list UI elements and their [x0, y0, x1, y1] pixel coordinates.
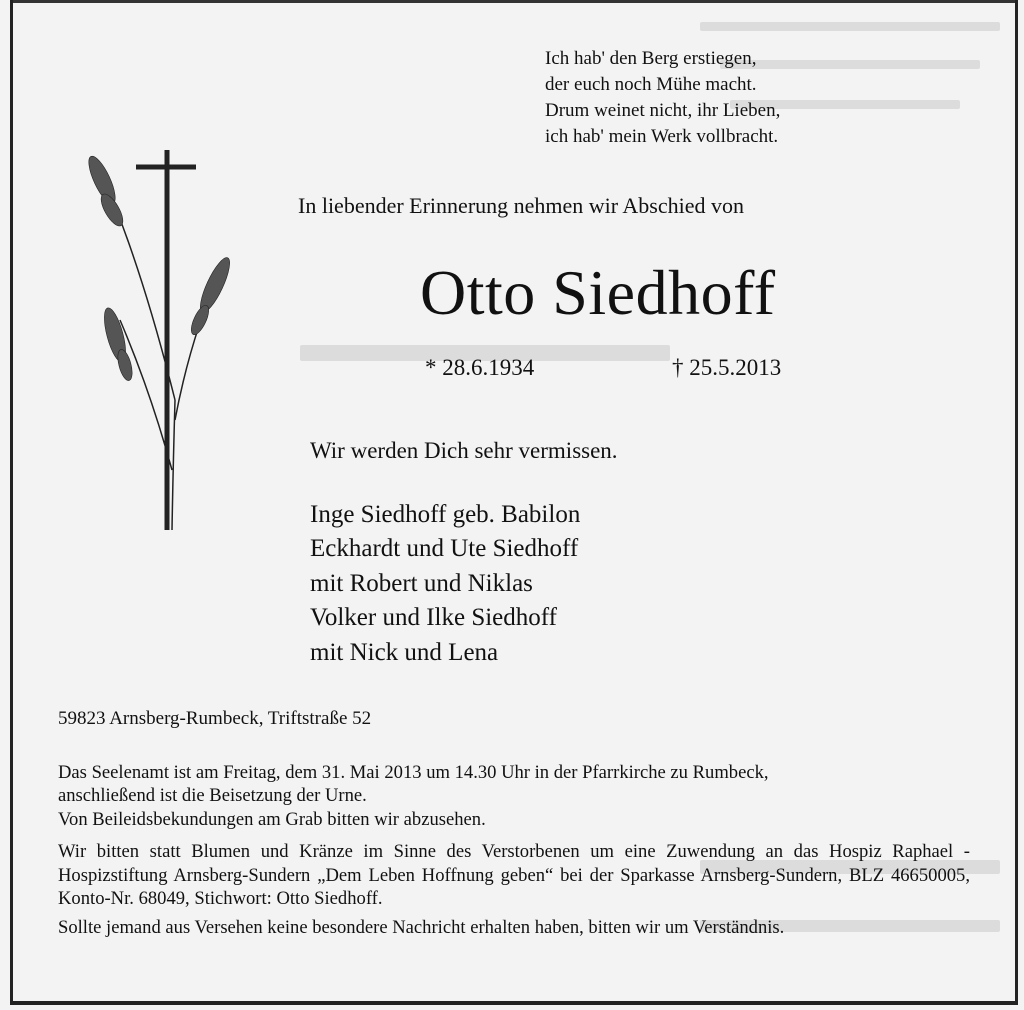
poem-line: Drum weinet nicht, ihr Lieben,: [545, 100, 781, 121]
notice-details: [58, 761, 970, 940]
intro-line: In liebender Erinnerung nehmen wir Abschied von: [298, 193, 744, 218]
mourners-list: [310, 498, 580, 670]
condolences-text: Von Beileidsbekundungen am Grab bitten wir abzusehen.: [58, 808, 486, 830]
mourner-line: Volker und Ilke Siedhoff: [310, 604, 557, 632]
mourner-line: mit Nick und Lena: [310, 638, 499, 666]
address: 59823 Arnsberg-Rumbeck, Triftstraße 52: [58, 708, 372, 729]
urn-burial-text: anschließend ist die Beisetzung der Urne.: [58, 785, 367, 807]
poem-line: Ich hab' den Berg erstiegen,: [545, 48, 757, 69]
poem-line: ich hab' mein Werk vollbracht.: [545, 126, 779, 147]
mourner-line: mit Robert und Niklas: [310, 569, 533, 597]
farewell-line: Wir werden Dich sehr vermissen.: [310, 438, 618, 463]
mourner-line: Inge Siedhoff geb. Babilon: [310, 501, 581, 528]
notification-apology-text: Sollte jemand aus Versehen keine besondere Nachricht erhalten haben, bitten wir um Verständnis.: [58, 917, 785, 939]
funeral-service-text: Das Seelenamt ist am Freitag, dem 31. Mai 2013 um 14.30 Uhr in der Pfarrkirche zu Rumbeck,: [58, 762, 769, 783]
death-date: † 25.5.2013: [672, 355, 782, 380]
poem: [545, 46, 780, 150]
deceased-name: Otto Siedhoff: [420, 257, 776, 328]
birth-date: * 28.6.1934: [425, 355, 535, 380]
mourner-line: Eckhardt und Ute Siedhoff: [310, 535, 579, 563]
cross-with-wheat-icon: [80, 140, 280, 540]
donation-text: Wir bitten statt Blumen und Kränze im Sinne des Verstorbenen um eine Zuwendung an das Hospiz Raphael - Hospizstiftung Arnsberg-Sundern „Dem Leben Hoffnung geben“ bei der Sparkasse Arnsberg-Sundern, BLZ 46650005, Konto-Nr. 68049, Stichwort: Otto Siedhoff.: [58, 841, 970, 910]
poem-line: der euch noch Mühe macht.: [545, 74, 757, 95]
